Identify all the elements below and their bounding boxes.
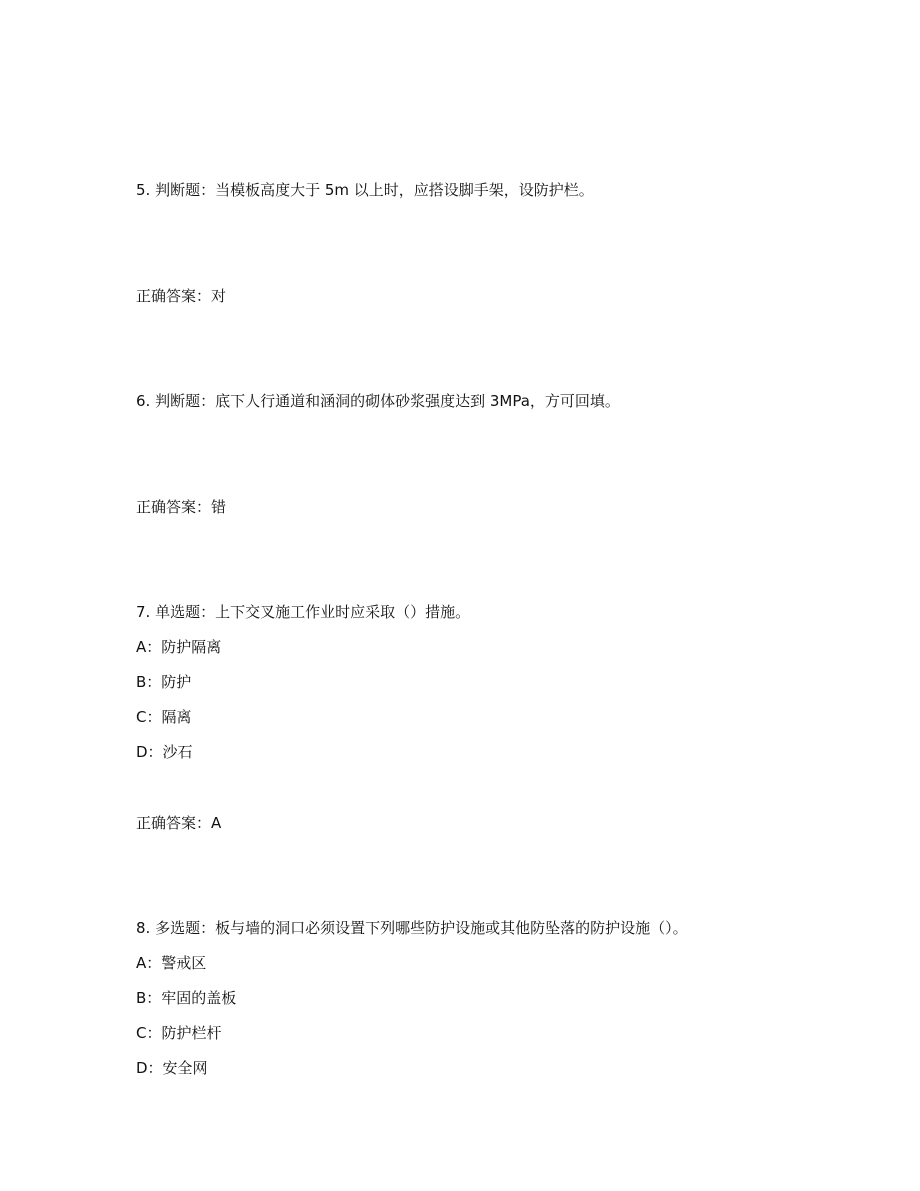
question-7-option-d: D：沙石 bbox=[136, 743, 193, 761]
question-7-answer: 正确答案：A bbox=[136, 814, 222, 832]
question-7-option-b: B：防护 bbox=[136, 673, 192, 691]
question-8-option-c: C：防护栏杆 bbox=[136, 1024, 222, 1042]
question-5-text: 5. 判断题：当模板高度大于 5m 以上时，应搭设脚手架，设防护栏。 bbox=[136, 181, 594, 199]
question-6-answer: 正确答案：错 bbox=[136, 498, 227, 516]
question-8-option-b: B：牢固的盖板 bbox=[136, 989, 237, 1007]
question-7-option-a: A：防护隔离 bbox=[136, 638, 222, 656]
question-8-option-d: D：安全网 bbox=[136, 1059, 208, 1077]
question-8-text: 8. 多选题：板与墙的洞口必须设置下列哪些防护设施或其他防坠落的防护设施（）。 bbox=[136, 919, 688, 937]
question-8-option-a: A：警戒区 bbox=[136, 954, 207, 972]
question-5-answer: 正确答案：对 bbox=[136, 287, 227, 305]
question-7-option-c: C：隔离 bbox=[136, 708, 192, 726]
question-7-text: 7. 单选题：上下交叉施工作业时应采取（）措施。 bbox=[136, 603, 471, 621]
question-6-text: 6. 判断题：底下人行通道和涵洞的砌体砂浆强度达到 3MPa，方可回填。 bbox=[136, 392, 620, 410]
